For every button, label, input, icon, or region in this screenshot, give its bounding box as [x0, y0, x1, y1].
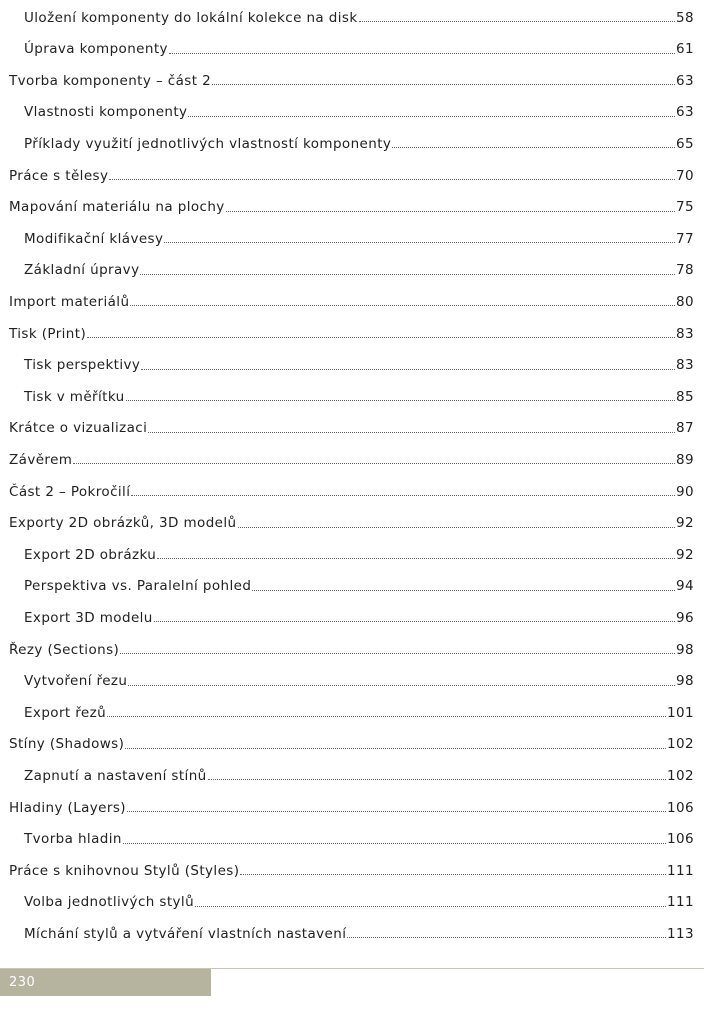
dot-leader — [195, 906, 666, 907]
footer-page-number-bar — [0, 969, 211, 996]
toc-entry[interactable] — [0, 890, 721, 910]
toc-entry[interactable] — [0, 416, 721, 436]
toc-entry[interactable] — [0, 131, 721, 151]
dot-leader — [87, 337, 675, 338]
dot-leader — [126, 400, 675, 401]
toc-entry-title: Volba jednotlivých stylů — [24, 894, 195, 911]
toc-entry-title: Export 3D modelu — [24, 609, 153, 626]
toc-entry-page: 83 — [676, 357, 694, 374]
toc-entry[interactable] — [0, 384, 721, 404]
toc-entry[interactable] — [0, 258, 721, 278]
dot-leader — [125, 748, 666, 749]
toc-entry-title: Práce s tělesy — [9, 167, 109, 184]
toc-entry-page: 70 — [676, 167, 694, 184]
dot-leader — [164, 242, 675, 243]
toc-entry-title: Krátce o vizualizaci — [9, 420, 148, 437]
toc-entry-title: Základní úpravy — [24, 262, 140, 279]
toc-entry-page: 113 — [667, 925, 694, 942]
toc-entry[interactable] — [0, 605, 721, 625]
dot-leader — [240, 874, 666, 875]
toc-entry[interactable] — [0, 195, 721, 215]
toc-entry-title: Úprava komponenty — [24, 41, 168, 58]
toc-entry[interactable] — [0, 700, 721, 720]
toc-entry-page: 92 — [676, 515, 694, 532]
toc-entry-page: 61 — [676, 41, 694, 58]
toc-entry-page: 98 — [676, 673, 694, 690]
toc-entry-page: 83 — [676, 325, 694, 342]
toc-entry-page: 111 — [667, 862, 694, 879]
toc-entry-title: Vlastnosti komponenty — [24, 104, 188, 121]
toc-entry[interactable] — [0, 226, 721, 246]
toc-entry-page: 94 — [676, 578, 694, 595]
dot-leader — [238, 527, 676, 528]
toc-entry-page: 90 — [676, 483, 694, 500]
toc-entry[interactable] — [0, 921, 721, 941]
toc-entry-page: 58 — [676, 9, 694, 26]
dot-leader — [154, 621, 675, 622]
dot-leader — [148, 432, 675, 433]
toc-entry-title: Část 2 – Pokročilí — [9, 483, 131, 500]
dot-leader — [73, 463, 675, 464]
toc-entry-title: Uložení komponenty do lokální kolekce na disk — [24, 9, 358, 26]
toc-entry-page: 106 — [667, 799, 694, 816]
toc-entry[interactable] — [0, 732, 721, 752]
dot-leader — [127, 811, 666, 812]
toc-entry-title: Export řezů — [24, 704, 107, 721]
dot-leader — [131, 495, 675, 496]
toc-entry-title: Práce s knihovnou Stylů (Styles) — [9, 862, 240, 879]
toc-entry-page: 65 — [676, 135, 694, 152]
toc-entry-page: 106 — [667, 831, 694, 848]
toc-entry-page: 85 — [676, 388, 694, 405]
toc-entry[interactable] — [0, 163, 721, 183]
dot-leader — [107, 716, 666, 717]
toc-entry[interactable] — [0, 353, 721, 373]
dot-leader — [109, 179, 675, 180]
dot-leader — [208, 779, 666, 780]
toc-entry[interactable] — [0, 827, 721, 847]
dot-leader — [347, 937, 666, 938]
dot-leader — [140, 274, 675, 275]
toc-entry-title: Tisk (Print) — [9, 325, 87, 342]
dot-leader — [212, 84, 675, 85]
toc-entry[interactable] — [0, 858, 721, 878]
dot-leader — [128, 685, 675, 686]
dot-leader — [123, 843, 666, 844]
toc-entry-page: 87 — [676, 420, 694, 437]
toc-entry-title: Vytvoření řezu — [24, 673, 128, 690]
dot-leader — [188, 116, 675, 117]
dot-leader — [120, 653, 675, 654]
toc-entry[interactable] — [0, 637, 721, 657]
dot-leader — [226, 211, 675, 212]
dot-leader — [141, 369, 675, 370]
dot-leader — [130, 305, 675, 306]
dot-leader — [169, 53, 675, 54]
toc-entry-title: Závěrem — [9, 451, 73, 468]
toc-entry[interactable] — [0, 37, 721, 57]
toc-entry-title: Hladiny (Layers) — [9, 799, 126, 816]
toc-entry-title: Řezy (Sections) — [9, 641, 120, 658]
toc-entry[interactable] — [0, 511, 721, 531]
toc-entry[interactable] — [0, 542, 721, 562]
toc-entry[interactable] — [0, 669, 721, 689]
toc-entry-title: Míchání stylů a vytváření vlastních nastavení — [24, 925, 347, 942]
toc-entry-page: 75 — [676, 199, 694, 216]
toc-entry-page: 101 — [667, 704, 694, 721]
toc-entry[interactable] — [0, 447, 721, 467]
toc-entry-title: Modifikační klávesy — [24, 230, 164, 247]
toc-entry[interactable] — [0, 100, 721, 120]
dot-leader — [392, 147, 675, 148]
toc-entry-page: 63 — [676, 104, 694, 121]
dot-leader — [359, 21, 675, 22]
page-number: 230 — [9, 975, 36, 990]
toc-entry-title: Příklady využití jednotlivých vlastností komponenty — [24, 135, 392, 152]
toc-entry-title: Stíny (Shadows) — [9, 736, 125, 753]
toc-entry-page: 102 — [667, 736, 694, 753]
toc-entry-title: Perspektiva vs. Paralelní pohled — [24, 578, 252, 595]
toc-entry-title: Import materiálů — [9, 293, 130, 310]
dot-leader — [157, 558, 675, 559]
toc-entry-title: Exporty 2D obrázků, 3D modelů — [9, 515, 237, 532]
toc-entry-title: Tisk perspektivy — [24, 357, 141, 374]
toc-entry[interactable] — [0, 68, 721, 88]
toc-entry-page: 78 — [676, 262, 694, 279]
toc-entry-page: 89 — [676, 451, 694, 468]
toc-entry[interactable] — [0, 574, 721, 594]
toc-entry-title: Zapnutí a nastavení stínů — [24, 767, 207, 784]
toc-entry[interactable] — [0, 5, 721, 25]
toc-entry-title: Tisk v měřítku — [24, 388, 125, 405]
toc-entry[interactable] — [0, 289, 721, 309]
toc-entry-page: 98 — [676, 641, 694, 658]
toc-entry-page: 102 — [667, 767, 694, 784]
dot-leader — [252, 590, 675, 591]
toc-entry-title: Export 2D obrázku — [24, 546, 157, 563]
toc-entry[interactable] — [0, 479, 721, 499]
toc-entry-page: 80 — [676, 293, 694, 310]
toc-entry-page: 63 — [676, 72, 694, 89]
toc-entry-title: Mapování materiálu na plochy — [9, 199, 225, 216]
toc-entry-title: Tvorba hladin — [24, 831, 122, 848]
toc-entry[interactable] — [0, 321, 721, 341]
toc-entry-page: 96 — [676, 609, 694, 626]
toc-entry-page: 77 — [676, 230, 694, 247]
toc-entry[interactable] — [0, 795, 721, 815]
toc-entry[interactable] — [0, 763, 721, 783]
toc-entry-title: Tvorba komponenty – část 2 — [9, 72, 212, 89]
toc-entry-page: 92 — [676, 546, 694, 563]
toc-entry-page: 111 — [667, 894, 694, 911]
